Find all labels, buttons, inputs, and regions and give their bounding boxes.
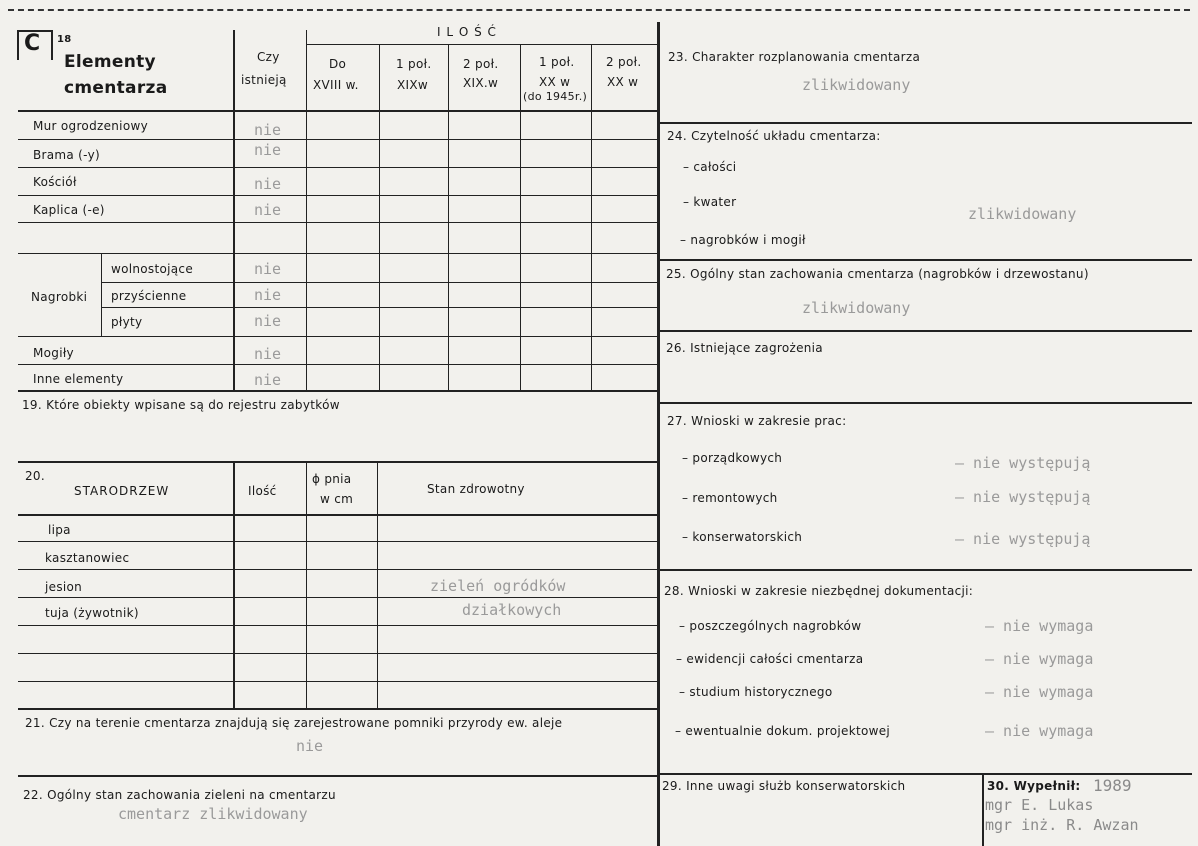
q28-answer-projektowej: – nie wymaga <box>985 722 1094 740</box>
table2-line-bottom <box>18 708 658 710</box>
header-ilosc: I L O Ś Ć <box>437 25 497 39</box>
header-czy-line2: istnieją <box>241 73 287 87</box>
table2-line-r2 <box>18 569 658 570</box>
period-1-line2: XVIII w. <box>313 78 359 92</box>
answer-wolnostojace: nie <box>254 260 282 278</box>
period-4-line2: XX w <box>539 75 571 89</box>
q26-label: 26. Istniejące zagrożenia <box>666 341 823 355</box>
q25-label: 25. Ogólny stan zachowania cmentarza (nagrobków i drzewostanu) <box>666 267 1089 281</box>
table1-line-r5 <box>18 253 658 254</box>
period-5-line1: 2 poł. <box>606 55 642 69</box>
q25-bottom-line <box>660 330 1192 332</box>
table1-col-p5 <box>591 44 592 390</box>
top-dashed-border <box>8 9 1190 11</box>
q28-item-studium: – studium historycznego <box>679 685 833 699</box>
answer-kosciol: nie <box>254 175 282 193</box>
row-label-inne: Inne elementy <box>33 372 124 386</box>
q28-bottom-line <box>660 773 1192 775</box>
q28-item-projektowej: – ewentualnie dokum. projektowej <box>675 724 891 738</box>
q23-label: 23. Charakter rozplanowania cmentarza <box>668 50 921 64</box>
table-title-line1: Elementy <box>64 52 156 72</box>
q21-label: 21. Czy na terenie cmentarza znajdują się zarejestrowane pomniki przyrody ew. aleje <box>25 716 563 730</box>
q22-answer: cmentarz zlikwidowany <box>118 805 308 823</box>
q23-answer: zlikwidowany <box>802 76 911 94</box>
table2-line-r4 <box>18 625 658 626</box>
row-label-mogily: Mogiły <box>33 346 74 360</box>
q20-title: STARODRZEW <box>74 484 170 498</box>
q28-answer-studium: – nie wymaga <box>985 683 1094 701</box>
table1-col-p4 <box>520 44 521 390</box>
q20-note-line1: zieleń ogródków <box>430 577 566 595</box>
period-4-line3: (do 1945r.) <box>523 90 588 103</box>
row-label-plyty: płyty <box>111 315 143 329</box>
q19-bottom-line <box>18 461 658 463</box>
q27-item-konserwatorskich: – konserwatorskich <box>682 530 803 544</box>
answer-inne: nie <box>254 371 282 389</box>
q27-label: 27. Wnioski w zakresie prac: <box>667 414 847 428</box>
q28-item-poszczegolnych: – poszczególnych nagrobków <box>679 619 862 633</box>
answer-mogily: nie <box>254 345 282 363</box>
row-label-kosciol: Kościół <box>33 175 77 189</box>
table2-col-pnia <box>306 462 307 708</box>
period-2-line2: XIXw <box>397 78 428 92</box>
q19-label: 19. Które obiekty wpisane są do rejestru zabytków <box>22 398 340 412</box>
q29-label: 29. Inne uwagi służb konserwatorskich <box>662 779 906 793</box>
q21-bottom-line <box>18 775 658 777</box>
table-title-line2: cmentarza <box>64 78 168 98</box>
period-2-line1: 1 poł. <box>396 57 432 71</box>
table1-line-r2 <box>18 167 658 168</box>
period-1-line1: Do <box>329 57 347 71</box>
tree-lipa: lipa <box>48 523 71 537</box>
table1-col-czy <box>233 30 235 390</box>
table1-line-header <box>18 110 658 112</box>
table2-col-ilosc <box>233 462 235 708</box>
q21-answer: nie <box>296 737 324 755</box>
q27-item-remontowych: – remontowych <box>682 491 778 505</box>
table2-col-stan <box>377 462 378 708</box>
table1-line-r8 <box>18 336 658 337</box>
answer-plyty: nie <box>254 312 282 330</box>
q28-answer-poszczegolnych: – nie wymaga <box>985 617 1094 635</box>
q24-bottom-line <box>660 259 1192 261</box>
tree-kasztanowiec: kasztanowiec <box>45 551 130 565</box>
table1-line-r3 <box>18 195 658 196</box>
q20-header-pnia1: ϕ pnia <box>312 472 352 486</box>
q20-header-stan: Stan zdrowotny <box>427 482 525 496</box>
q27-answer-remontowych: – nie występują <box>955 488 1091 506</box>
q22-label: 22. Ogólny stan zachowania zieleni na cmentarzu <box>23 788 336 802</box>
q27-answer-konserwatorskich: – nie występują <box>955 530 1091 548</box>
q29-q30-divider <box>982 774 984 846</box>
q27-bottom-line <box>660 569 1192 571</box>
row-label-przyscienne: przyścienne <box>111 289 187 303</box>
q24-item-nagrobkow: – nagrobków i mogił <box>680 233 806 247</box>
q20-header-pnia2: w cm <box>320 492 354 506</box>
q30-label: 30. Wypełnił: <box>987 779 1081 793</box>
answer-kaplica: nie <box>254 201 282 219</box>
period-3-line1: 2 poł. <box>463 57 499 71</box>
answer-brama: nie <box>254 141 282 159</box>
row-label-mur: Mur ogrodzeniowy <box>33 119 148 133</box>
header-czy-line1: Czy <box>257 50 280 64</box>
q30-person2: mgr inż. R. Awzan <box>985 816 1139 834</box>
center-divider <box>657 22 660 846</box>
row-label-nagrobki: Nagrobki <box>31 290 88 304</box>
q27-answer-porzadkowych: – nie występują <box>955 454 1091 472</box>
table1-col-p2 <box>379 44 380 390</box>
row-label-wolnostojace: wolnostojące <box>111 262 194 276</box>
q20-number: 20. <box>25 469 45 483</box>
q28-label: 28. Wnioski w zakresie niezbędnej dokumentacji: <box>664 584 974 598</box>
table1-col-p1 <box>306 30 307 390</box>
q24-label: 24. Czytelność układu cmentarza: <box>667 129 881 143</box>
table2-line-r1 <box>18 541 658 542</box>
table1-line-r4 <box>18 222 658 223</box>
q27-item-porzadkowych: – porządkowych <box>682 451 783 465</box>
q24-answer: zlikwidowany <box>968 205 1077 223</box>
tree-tuja: tuja (żywotnik) <box>45 606 139 620</box>
table2-line-r5 <box>18 653 658 654</box>
section-number: 18 <box>57 34 72 45</box>
row-label-kaplica: Kaplica (-e) <box>33 203 105 217</box>
table1-line-r9 <box>18 364 658 365</box>
q24-item-kwater: – kwater <box>683 195 737 209</box>
q24-item-calosci: – całości <box>683 160 737 174</box>
q30-person1: mgr E. Lukas <box>985 796 1094 814</box>
row-label-brama: Brama (-y) <box>33 148 100 162</box>
table1-col-nagrobki <box>101 253 102 336</box>
period-3-line2: XIX.w <box>463 76 499 90</box>
q30-year: 1989 <box>1093 776 1132 795</box>
table2-line-r6 <box>18 681 658 682</box>
section-letter: C <box>24 31 41 56</box>
q23-bottom-line <box>660 122 1192 124</box>
answer-przyscienne: nie <box>254 286 282 304</box>
q28-item-ewidencji: – ewidencji całości cmentarza <box>676 652 864 666</box>
tree-jesion: jesion <box>45 580 83 594</box>
table1-line-r1 <box>18 139 658 140</box>
table1-line-ilosc <box>306 44 658 45</box>
table2-line-r3 <box>18 597 658 598</box>
table1-col-p3 <box>448 44 449 390</box>
q26-bottom-line <box>660 402 1192 404</box>
period-5-line2: XX w <box>607 75 639 89</box>
table2-line-header <box>18 514 658 516</box>
q20-header-ilosc: Ilość <box>248 484 277 498</box>
table1-line-bottom <box>18 390 658 392</box>
answer-mur: nie <box>254 121 282 139</box>
q28-answer-ewidencji: – nie wymaga <box>985 650 1094 668</box>
q25-answer: zlikwidowany <box>802 299 911 317</box>
q20-note-line2: działkowych <box>462 601 562 619</box>
period-4-line1: 1 poł. <box>539 55 575 69</box>
